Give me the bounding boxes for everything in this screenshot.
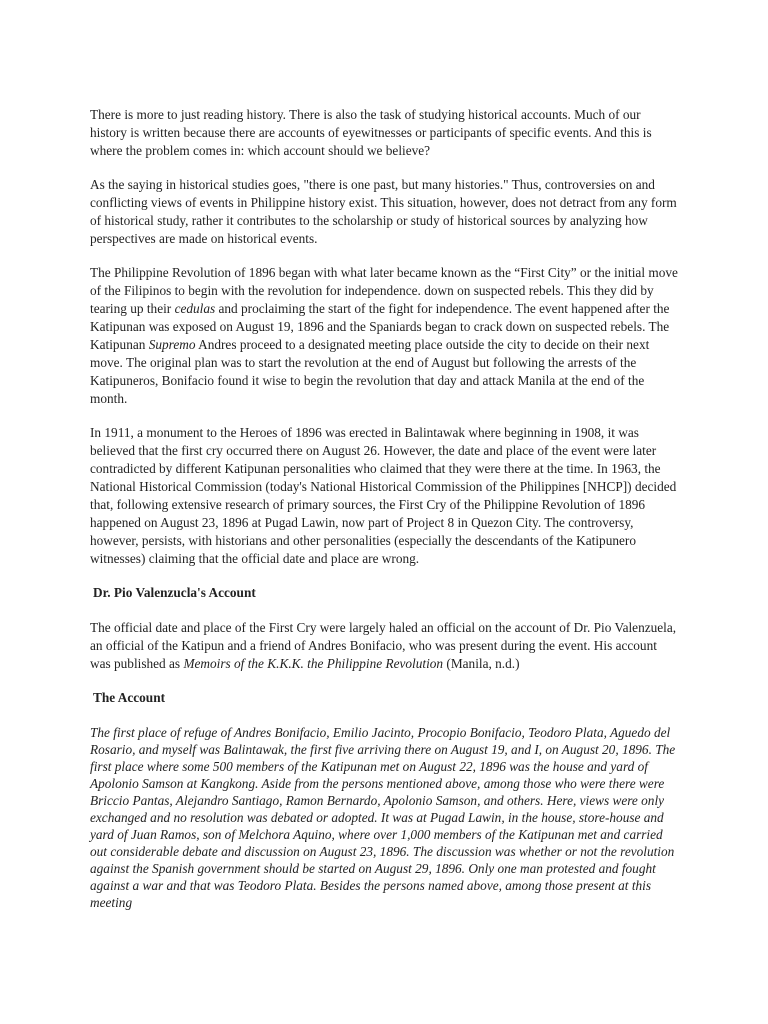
intro-paragraph-1: There is more to just reading history. There is also the task of studying historical accounts. Much of our history is written because there are accounts of eyewitnesses or participants of specific events. And this is where the problem comes in: which account should we believe? [90, 107, 652, 158]
supremo-term: Supremo [148, 337, 196, 352]
section-heading-valenzuela: Dr. Pio Valenzucla's Account [93, 585, 256, 600]
memoirs-title: Memoirs of the K.K.K. the Philippine Revolution [183, 656, 444, 671]
section-heading-account: The Account [93, 690, 166, 705]
valenzuela-text-a: The official date and place of the First Cry were largely haled an official on the account of Dr. Pio Valenzuela, an official of the Katipun and a friend of Andres Bonifacio, who was present during the event. His account was published as [90, 620, 677, 671]
cedulas-term: cedulas [174, 301, 216, 316]
document-page [90, 106, 680, 911]
intro-paragraph-2: As the saying in historical studies goes, "there is one past, but many histories." Thus, controversies on and conflicting views of events in Philippine history exist. This situation, however, does not detract from any form of historical study, rather it contributes to the scholarship or study of historical sources by analyzing how perspectives are made on historical events. [90, 177, 677, 246]
valenzuela-text-b: (Manila, n.d.) [443, 656, 520, 671]
paragraph-3-text-a: The Philippine Revolution of 1896 began with what later became known as the “First City” or the initial move of the Filipinos to begin with the revolution for independence. down on suspected rebels. This they did by tearing up their [90, 265, 678, 316]
intro-paragraph-4: In 1911, a monument to the Heroes of 1896 was erected in Balintawak where beginning in 1908, it was believed that the first cry occurred there on August 26. However, the date and place of the event were later contradicted by different Katipunan personalities who claimed that they were there at the time. In 1963, the National Historical Commission (today's National Historical Commission of the Philippines [NHCP]) decided that, following extensive research of primary sources, the First Cry of the Philippine Revolution of 1896 happened on August 23, 1896 at Pugad Lawin, now part of Project 8 in Quezon City. The controversy, however, persists, with historians and other personalities (especially the descendants of the Katipunero witnesses) claiming that the official date and place are wrong. [90, 425, 677, 566]
paragraph-3-text-c: and proclaiming the start of the fight for independence. The event happened after the Katipunan was exposed on August 19, 1896 and the Spaniards began to crack down on suspected rebels. The Katipunan [90, 301, 670, 352]
account-quote: The first place of refuge of Andres Bonifacio, Emilio Jacinto, Procopio Bonifacio, Teodoro Plata, Aguedo del Rosario, and myself was Balintawak, the first five arriving there on August 19, and I, on August 20, 1896. The first place where some 500 members of the Katipunan met on August 22, 1896 was the house and yard of Apolonio Samson at Kangkong. Aside from the persons mentioned above, among those who were there were Briccio Pantas, Alejandro Santiago, Ramon Bernardo, Apolonio Samson, and others. Here, views were only exchanged and no resolution was debated or adopted. It was at Pugad Lawin, in the house, store-house and yard of Juan Ramos, son of Melchora Aquino, where over 1,000 members of the Katipunan met and carried out considerable debate and discussion on August 23, 1896. The discussion was whether or not the revolution against the Spanish government should be started on August 29, 1896. Only one man protested and fought against a war and that was Teodoro Plata. Besides the persons named above, among those present at this meeting [90, 725, 676, 910]
intro-paragraph-3 [90, 264, 680, 408]
valenzuela-paragraph [90, 619, 680, 673]
paragraph-3-text-e: Andres proceed to a designated meeting place outside the city to decide on their next move. The original plan was to start the revolution at the end of August but following the arrests of the Katipuneros, Bonifacio found it wise to begin the revolution that day and attack Manila at the end of the month. [90, 337, 650, 406]
